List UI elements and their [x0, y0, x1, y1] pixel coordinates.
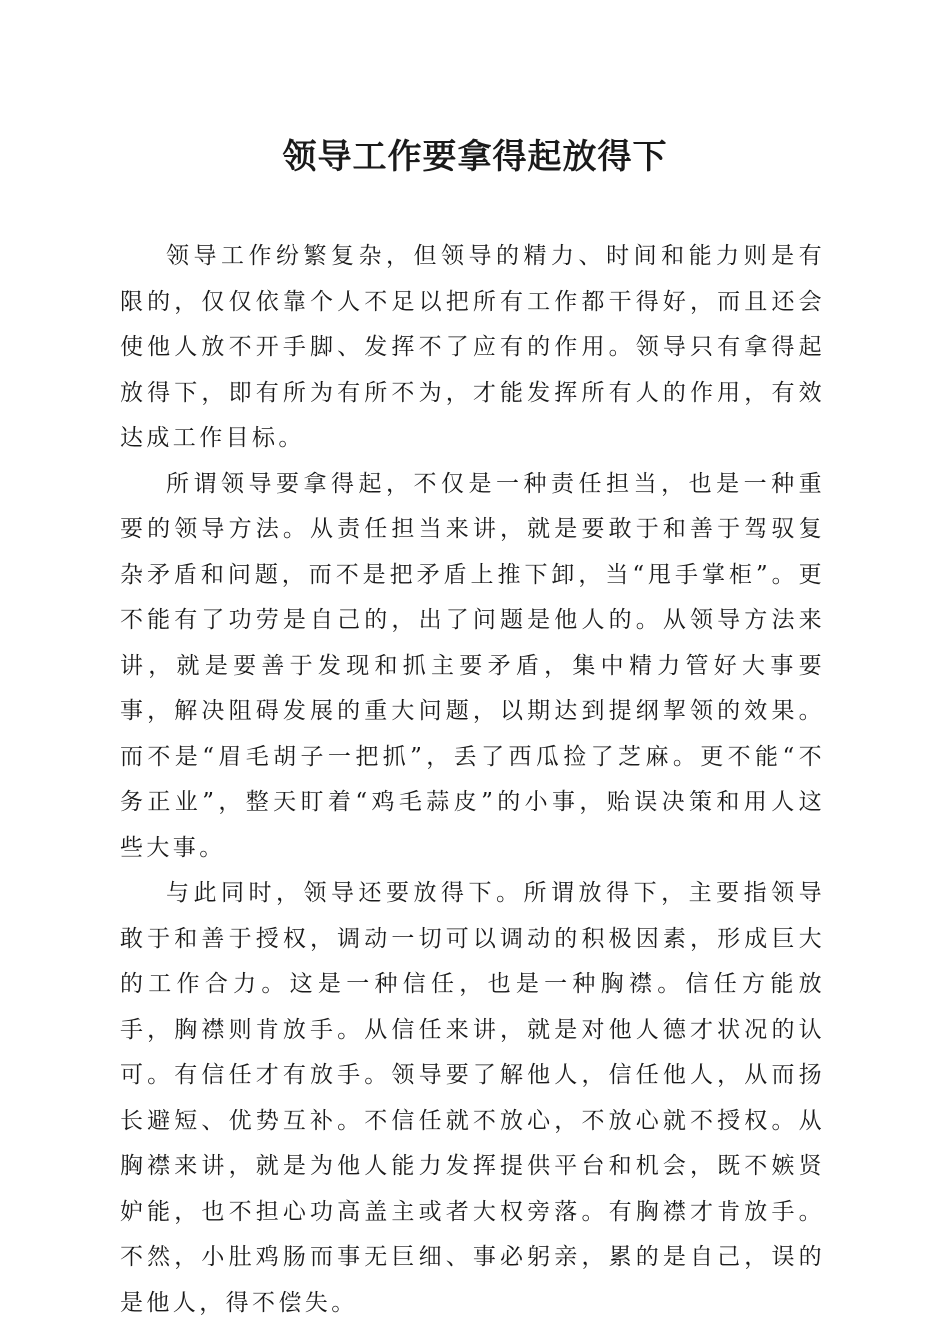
document-title: 领导工作要拿得起放得下 [282, 137, 668, 177]
document-body [120, 234, 825, 1326]
paragraph-3: 与此同时，领导还要放得下。所谓放得下，主要指领导敢于和善于授权，调动一切可以调动的积极因素，形成巨大的工作合力。这是一种信任，也是一种胸襟。信任方能放手，胸襟则肯放手。从信任来讲，就是对他人德才状况的认可。有信任才有放手。领导要了解他人，信任他人，从而扬长避短、优势互补。不信任就不放心，不放心就不授权。从胸襟来讲，就是为他人能力发挥提供平台和机会，既不嫉贤妒能，也不担心功高盖主或者大权旁落。有胸襟才肯放手。不然，小肚鸡肠而事无巨细、事必躬亲，累的是自己，误的是他人，得不偿失。 [120, 880, 825, 1316]
paragraph-2: 所谓领导要拿得起，不仅是一种责任担当，也是一种重要的领导方法。从责任担当来讲，就是要敢于和善于驾驭复杂矛盾和问题，而不是把矛盾上推下卸，当“甩手掌柜”。更不能有了功劳是自己的，出了问题是他人的。从领导方法来讲，就是要善于发现和抓主要矛盾，集中精力管好大事要事，解决阻碍发展的重大问题，以期达到提纲挈领的效果。而不是“眉毛胡子一把抓”，丢了西瓜捡了芝麻。更不能“不务正业”，整天盯着“鸡毛蒜皮”的小事，贻误决策和用人这些大事。 [120, 470, 825, 861]
paragraph-1: 领导工作纷繁复杂，但领导的精力、时间和能力则是有限的，仅仅依靠个人不足以把所有工作都干得好，而且还会使他人放不开手脚、发挥不了应有的作用。领导只有拿得起放得下，即有所为有所不为，才能发挥所有人的作用，有效达成工作目标。 [120, 243, 825, 451]
